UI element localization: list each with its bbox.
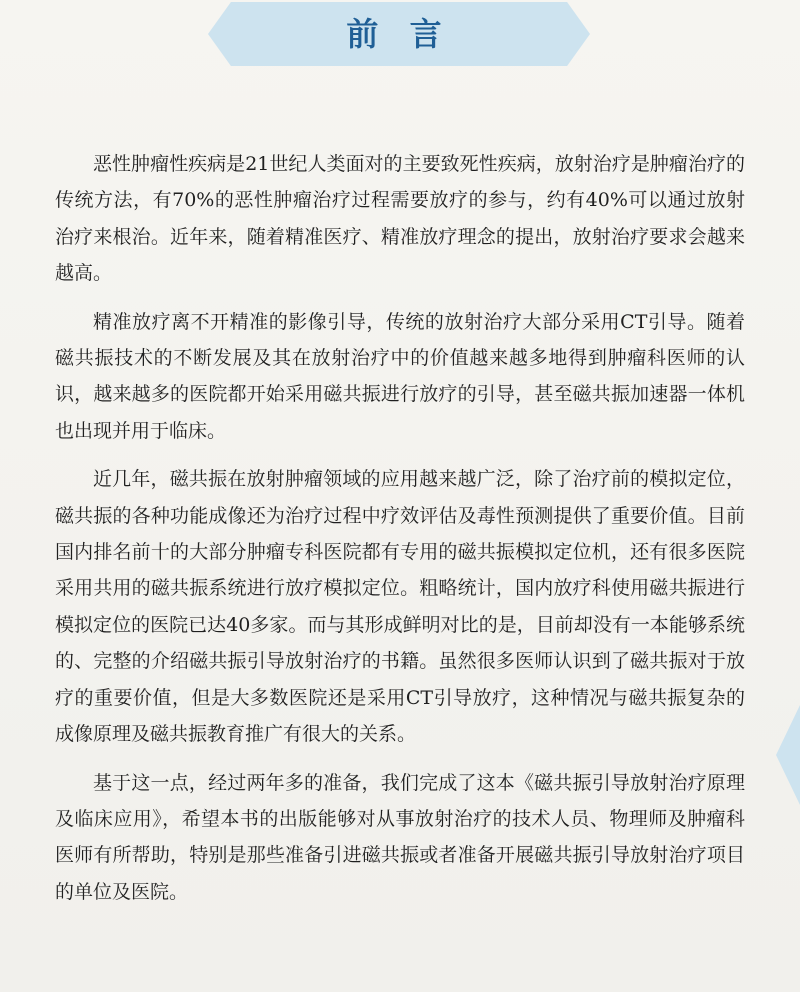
side-tab-marker <box>776 705 800 805</box>
body-text <box>55 146 745 922</box>
page-title: 前 言 <box>346 15 452 53</box>
paragraph-4: 基于这一点，经过两年多的准备，我们完成了这本《磁共振引导放射治疗原理及临床应用》，希望本书的出版能够对从事放射治疗的技术人员、物理师及肿瘤科医师有所帮助，特别是那些准备引进磁共振或者准备开展磁共振引导放射治疗项目的单位及医院。 <box>55 771 745 903</box>
paragraph-1: 恶性肿瘤性疾病是21世纪人类面对的主要致死性疾病，放射治疗是肿瘤治疗的传统方法，有70%的恶性肿瘤治疗过程需要放疗的参与，约有40%可以通过放射治疗来根治。近年来，随着精准医疗、精准放疗理念的提出，放射治疗要求会越来越高。 <box>55 153 745 285</box>
paragraph-3: 近几年，磁共振在放射肿瘤领域的应用越来越广泛，除了治疗前的模拟定位，磁共振的各种功能成像还为治疗过程中疗效评估及毒性预测提供了重要价值。目前国内排名前十的大部分肿瘤专科医院都有专用的磁共振模拟定位机，还有很多医院采用共用的磁共振系统进行放疗模拟定位。粗略统计，国内放疗科使用磁共振进行模拟定位的医院已达40多家。而与其形成鲜明对比的是，目前却没有一本能够系统的、完整的介绍磁共振引导放射治疗的书籍。虽然很多医师认识到了磁共振对于放疗的重要价值，但是大多数医院还是采用CT引导放疗，这种情况与磁共振复杂的成像原理及磁共振教育推广有很大的关系。 <box>55 468 745 746</box>
paragraph-2: 精准放疗离不开精准的影像引导，传统的放射治疗大部分采用CT引导。随着磁共振技术的不断发展及其在放射治疗中的价值越来越多地得到肿瘤科医师的认识，越来越多的医院都开始采用磁共振进行放疗的引导，甚至磁共振加速器一体机也出现并用于临床。 <box>55 310 745 442</box>
